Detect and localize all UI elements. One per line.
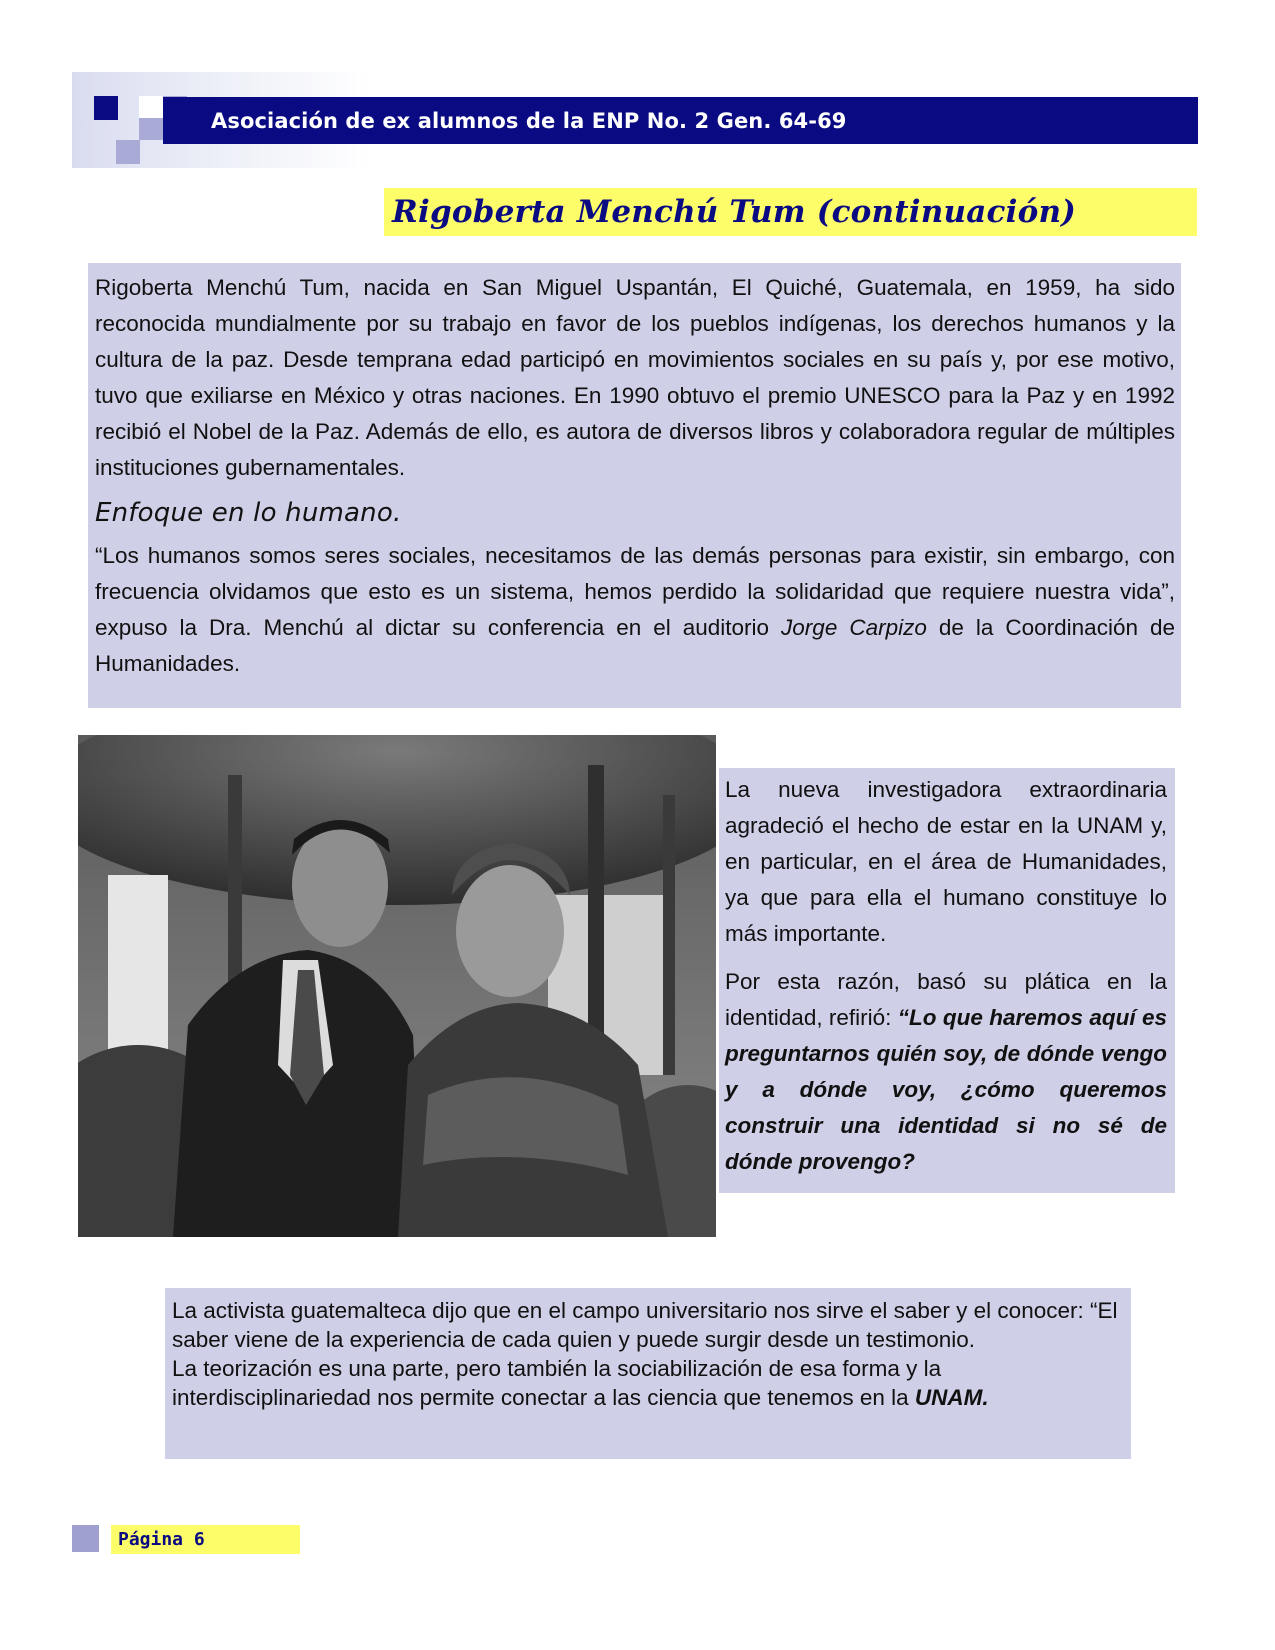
venue-name: Jorge Carpizo xyxy=(781,615,927,640)
footer-square xyxy=(72,1525,99,1552)
header-bar xyxy=(163,97,1198,144)
bottom-line-2-lead: La teorización es una parte, pero también la sociabilización de esa forma y la interdisciplinariedad nos permite conectar a las ciencia que tenemos en la xyxy=(172,1356,942,1410)
photo-illustration xyxy=(78,735,716,1237)
intro-box xyxy=(88,263,1181,708)
decor-square xyxy=(116,140,140,164)
bottom-line-1: La activista guatemalteca dijo que en el campo universitario nos sirve el saber y el conocer: “El saber viene de la experiencia de cada quien y puede surgir desde un testimonio. xyxy=(172,1298,1118,1352)
page-number: Página 6 xyxy=(118,1529,205,1550)
bottom-line-2 xyxy=(172,1354,1122,1412)
unam-emphasis: UNAM. xyxy=(914,1385,989,1410)
intro-paragraph: Rigoberta Menchú Tum, nacida en San Miguel Uspantán, El Quiché, Guatemala, en 1959, ha sido reconocida mundialmente por su trabajo en favor de los pueblos indígenas, los derechos humanos y la cultura de la paz. Desde temprana edad participó en movimientos sociales en su país y, por ese motivo, tuvo que exiliarse en México y otras naciones. En 1990 obtuvo el premio UNESCO para la Paz y en 1992 recibió el Nobel de la Paz. Además de ello, es autora de diversos libros y colaboradora regular de múltiples instituciones gubernamentales. xyxy=(95,275,1175,480)
section-heading: Enfoque en lo humano. xyxy=(95,498,402,528)
page-number-box xyxy=(111,1525,300,1554)
header-org-text: Asociación de ex alumnos de la ENP No. 2 Gen. 64-69 xyxy=(211,108,847,133)
photo xyxy=(78,735,716,1237)
decor-square xyxy=(94,96,118,120)
side-paragraph-2 xyxy=(725,964,1167,1180)
bottom-box xyxy=(165,1288,1131,1459)
side-box xyxy=(719,768,1175,1193)
quote-paragraph xyxy=(95,538,1175,682)
identity-quote: “Lo que haremos aquí es preguntarnos quién soy, de dónde vengo y a dónde voy, ¿cómo queremos construir una identidad si no sé de dónde provengo? xyxy=(725,1005,1167,1174)
decor-square xyxy=(139,96,163,120)
side-paragraph-1: La nueva investigadora extraordinaria agradeció el hecho de estar en la UNAM y, en particular, en el área de Humanidades, ya que para ella el humano constituye lo más importante. xyxy=(725,777,1167,946)
quote-text-end: de la Coordinación de Humanidades. xyxy=(95,615,1175,676)
side-paragraph-2-lead: Por esta razón, basó su plática en la identidad, refirió: xyxy=(725,969,1167,1030)
article-title: Rigoberta Menchú Tum (continuación) xyxy=(392,194,1077,230)
article-title-box xyxy=(384,188,1197,236)
quote-text: “Los humanos somos seres sociales, necesitamos de las demás personas para existir, sin embargo, con frecuencia olvidamos que esto es un sistema, hemos perdido la solidaridad que requiere nuestra vida”, expuso la Dra. Menchú al dictar su conferencia en el auditorio xyxy=(95,543,1175,640)
decor-square xyxy=(139,118,163,140)
